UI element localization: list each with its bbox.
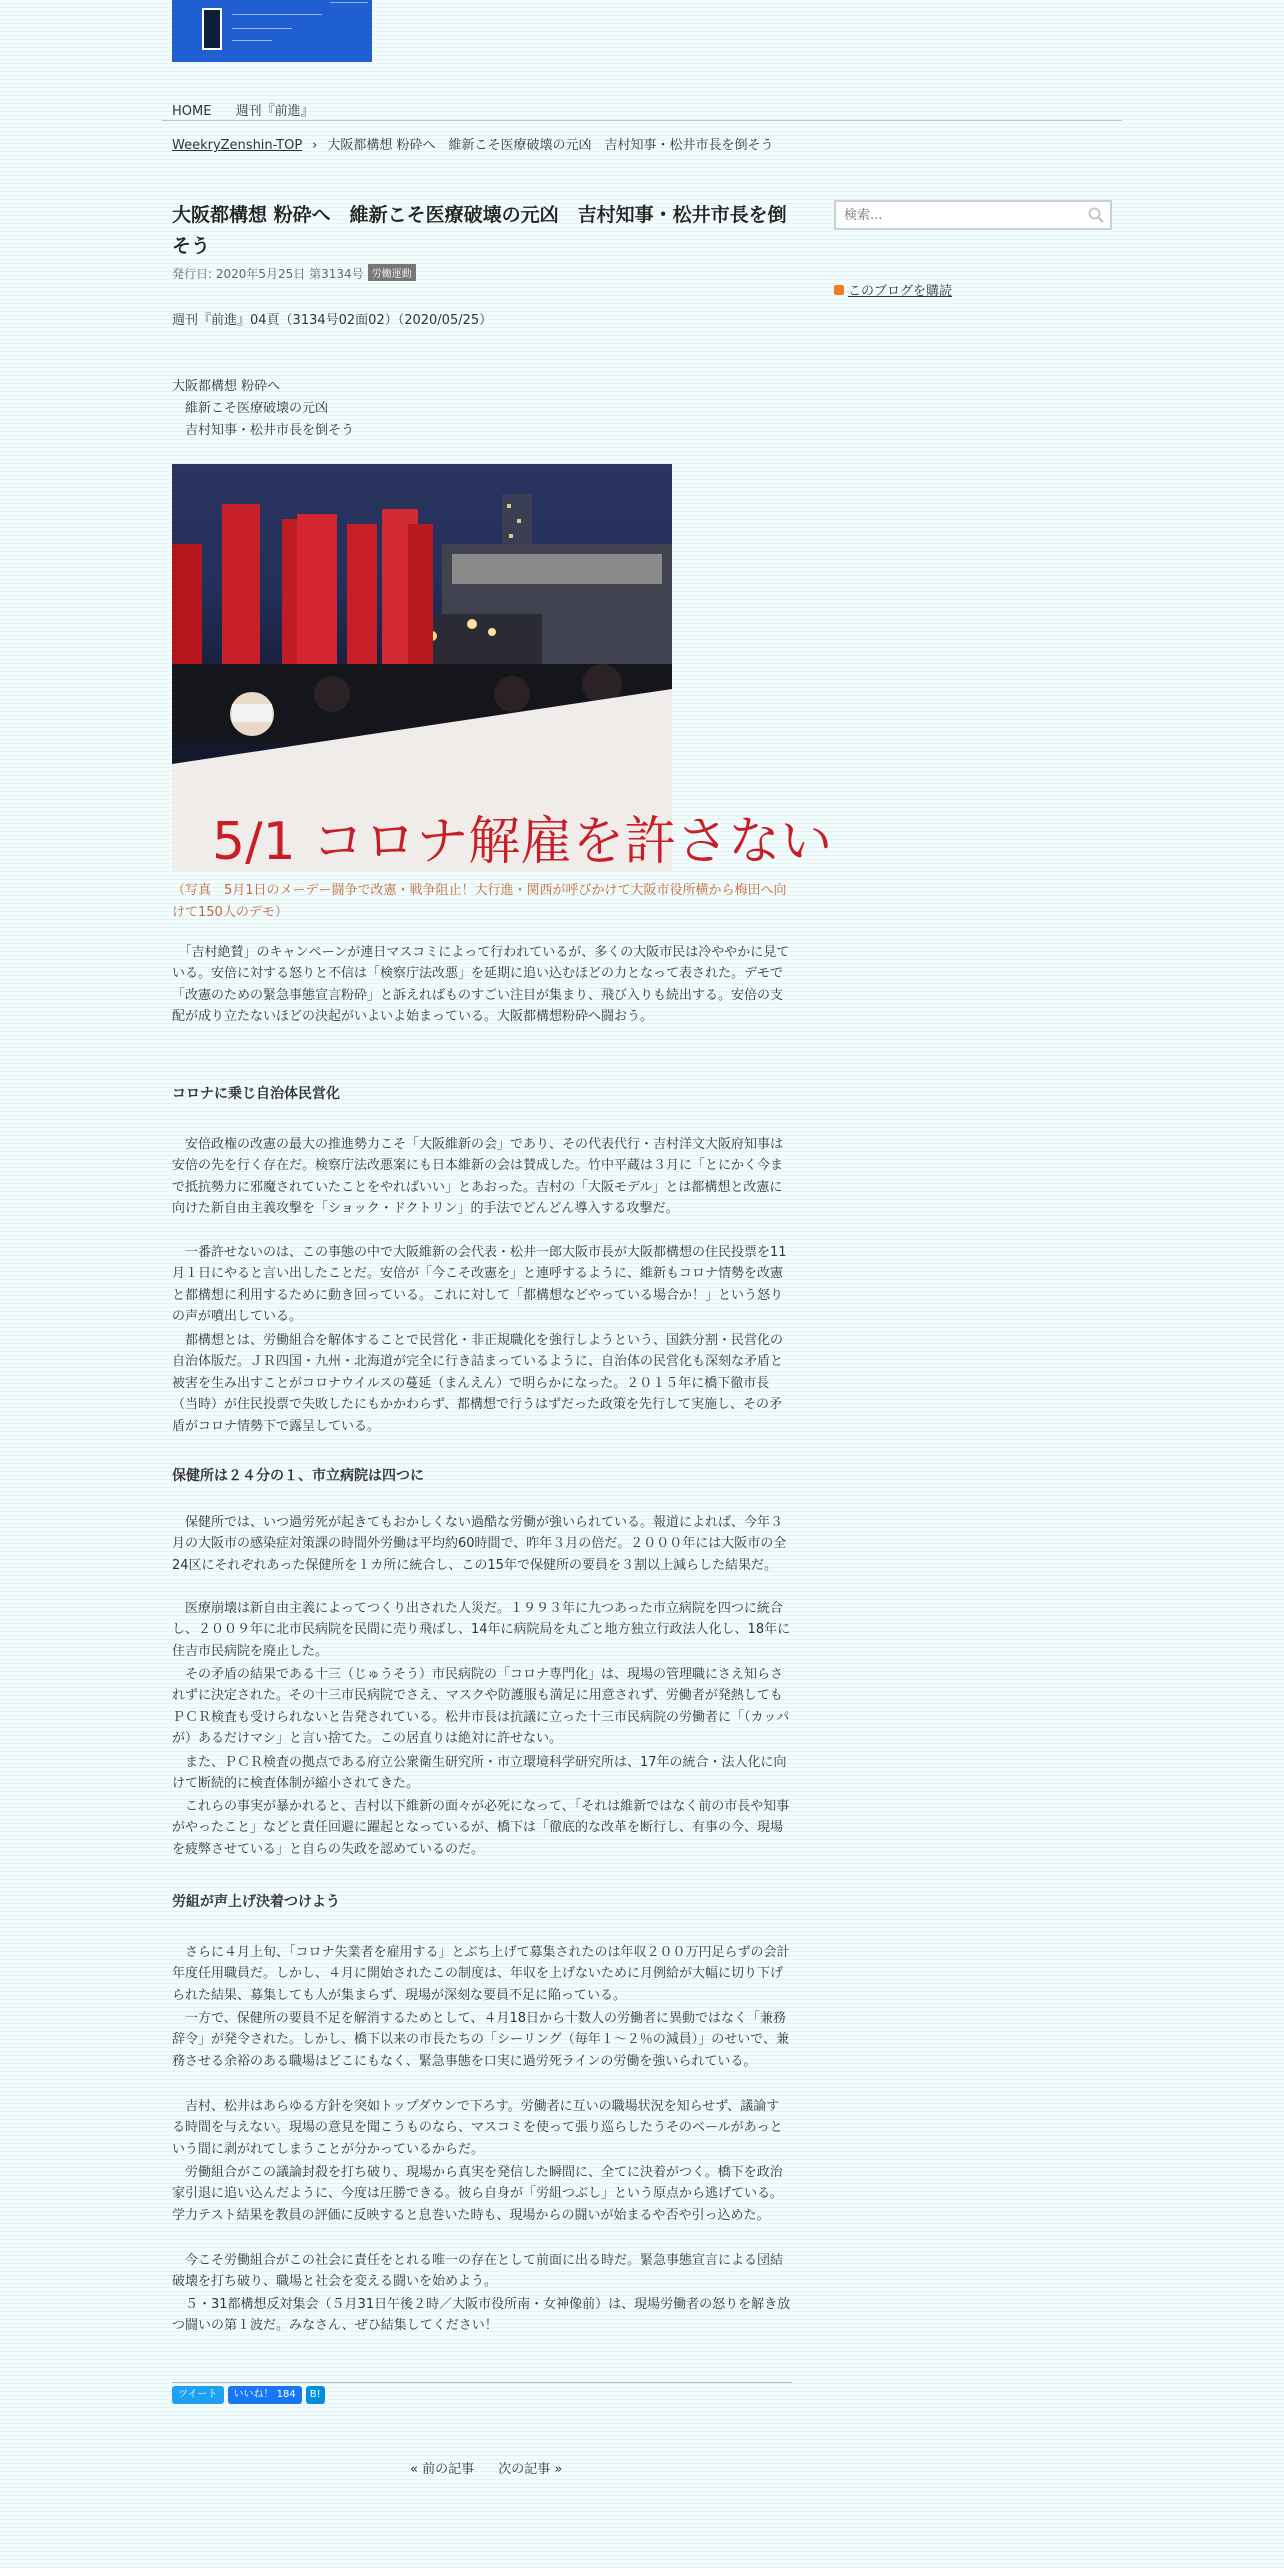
logo-text-line xyxy=(232,40,272,41)
main-nav xyxy=(172,100,334,119)
breadcrumb-root[interactable]: WeekryZenshin-TOP xyxy=(172,138,303,153)
paragraph: その矛盾の結果である十三（じゅうそう）市民病院の「コロナ専門化」は、現場の管理職にさえ知らされずに決定された。その十三市民病院でさえ、マスクや防護服も満足に用意されず、労働者が発熱してもＰＣＲ検査も受けられないと告発されている。松井市長は抗議に立った十三市民病院の労働者に「（カッパが）あるだけマシ」と言い捨てた。この居直りは絶対に許せない。 xyxy=(172,1667,790,1747)
paragraph: 「吉村絶賛」のキャンペーンが連日マスコミによって行われているが、多くの大阪市民は冷ややかに見ている。安倍に対する怒りと不信は「検察庁法改悪」を延期に追い込むほどの力となって表された。デモで「改憲のための緊急事態宣言粉砕」と訴えればものすごい注目が集まり、飛び入りも続出する。安倍の支配が成り立たないほどの決起がいよいよ始まっている。大阪都構想粉砕へ闘おう。 xyxy=(172,945,790,1025)
paragraph: 医療崩壊は新自由主義によってつくり出された人災だ。１９９３年に九つあった市立病院を四つに統合し、２００９年に北市民病院を民間に売り飛ばし、14年に病院局を丸ごと地方独立行政法人化し、18年に住吉市民病院を廃止した。 xyxy=(172,1601,791,1659)
section-heading: コロナに乗じ自治体民営化 xyxy=(172,1086,340,1102)
banner-text: 5/1 コロナ解雇を許さない xyxy=(212,812,833,872)
category-badge[interactable]: 労働運動 xyxy=(368,264,416,281)
paragraph: 労働組合がこの議論封殺を打ち破り、現場から真実を発信した瞬間に、全てに決着がつく。橋下を政治家引退に追い込んだように、今度は圧勝できる。彼ら自身が「労組つぶし」という原点から逃げている。学力テスト結果を教員の評価に反映すると息巻いた時も、現場からの闘いが始まるや否や引っ込めた。 xyxy=(172,2165,784,2223)
paragraph: ５・31都構想反対集会（５月31日午後２時／大阪市役所南・女神像前）は、現場労働者の怒りを解き放つ闘いの第１波だ。みなさん、ぜひ結集してください！ xyxy=(172,2297,791,2334)
section-heading: 労組が声上げ決着つけよう xyxy=(172,1894,340,1910)
breadcrumb xyxy=(172,134,774,153)
source-line: 週刊『前進』04頁（3134号02面02）（2020/05/25） xyxy=(172,313,493,328)
nav-item-home[interactable]: HOME xyxy=(172,104,212,119)
publish-info: 発行日: 2020年5月25日 第3134号 xyxy=(172,267,364,281)
paragraph: これらの事実が暴かれると、吉村以下維新の面々が必死になって、「それは維新ではなく前の市長や知事がやったこと」などと責任回避に躍起となっているが、橋下は「徹底的な改革を断行し、有事の今、現場を疲弊させている」と自らの失政を認めているのだ。 xyxy=(172,1799,790,1857)
article-photo xyxy=(172,464,833,872)
paragraph: 一番許せないのは、この事態の中で大阪維新の会代表・松井一郎大阪市長が大阪都構想の住民投票を11月１日にやると言い出したことだ。安倍が「今こそ改憲を」と連呼するように、維新もコロナ情勢を改憲と都構想に利用するために動き回っている。これに対して「都構想などやっている場合か！」という怒りの声が噴出している。 xyxy=(172,1245,787,1325)
breadcrumb-separator: › xyxy=(312,138,318,153)
post-pager xyxy=(400,2458,572,2477)
search-input[interactable] xyxy=(836,202,1072,228)
tweet-button[interactable]: ツイート xyxy=(172,2386,224,2404)
share-buttons xyxy=(172,2386,329,2406)
search-box xyxy=(834,200,1112,230)
breadcrumb-current: 大阪都構想 粉砕へ 維新こそ医療破壊の元凶 吉村知事・松井市長を倒そう xyxy=(327,138,774,153)
nav-divider xyxy=(162,120,1122,121)
article xyxy=(172,200,833,2400)
prev-post-link[interactable]: « 前の記事 xyxy=(410,2462,475,2477)
share-divider xyxy=(172,2382,792,2383)
like-button[interactable]: いいね！ 184 xyxy=(228,2386,302,2404)
lead-line: 吉村知事・松井市長を倒そう xyxy=(172,423,355,438)
paragraph: さらに４月上旬、「コロナ失業者を雇用する」とぶち上げて募集されたのは年収２００万円足らずの会計年度任用職員だ。しかし、４月に開始されたこの制度は、年収を上げないために月例給が大幅に切り下げられた結果、募集しても人が集まらず、現場が深刻な要員不足に陥っている。 xyxy=(172,1945,790,2003)
subscribe-link-row xyxy=(834,280,952,299)
paragraph: 保健所では、いつ過労死が起きてもおかしくない過酷な労働が強いられている。報道によれば、今年３月の大阪市の感染症対策課の時間外労働は平均約60時間で、昨年３月の倍だ。２０００年には大阪市の全24区にそれぞれあった保健所を１カ所に統合し、この15年で保健所の要員を３割以上減らした結果だ。 xyxy=(172,1515,787,1573)
logo-text-line xyxy=(232,28,292,29)
paragraph: また、ＰＣＲ検査の拠点である府立公衆衛生研究所・市立環境科学研究所は、17年の統合・法人化に向けて断続的に検査体制が縮小されてきた。 xyxy=(172,1755,787,1792)
site-logo[interactable] xyxy=(172,0,372,62)
logo-emblem xyxy=(202,8,222,50)
search-icon[interactable] xyxy=(1088,207,1104,223)
lead-line: 維新こそ医療破壊の元凶 xyxy=(172,401,329,416)
photo-caption: （写真 5月1日のメーデー闘争で改憲・戦争阻止！大行進・関西が呼びかけて大阪市役所横から梅田へ向けて150人のデモ） xyxy=(172,883,787,920)
next-post-link[interactable]: 次の記事 » xyxy=(498,2462,563,2477)
subscribe-link[interactable]: このブログを購読 xyxy=(848,284,953,299)
logo-text-line xyxy=(232,14,322,19)
section-heading: 保健所は２４分の１、市立病院は四つに xyxy=(172,1468,424,1484)
hatena-bookmark-button[interactable]: B! xyxy=(306,2386,325,2404)
paragraph: 安倍政権の改憲の最大の推進勢力こそ「大阪維新の会」であり、その代表代行・吉村洋文大阪府知事は安倍の先を行く存在だ。検察庁法改悪案にも日本維新の会は賛成した。竹中平蔵は３月に「とにかく今まで抵抗勢力に邪魔されていたことをやればいい」とあおった。吉村の「大阪モデル」とは都構想と改憲に向けた新自由主義攻撃を「ショック・ドクトリン」的手法でどんどん導入する攻撃だ。 xyxy=(172,1137,784,1217)
nav-item-weekly-zenshin[interactable]: 週刊『前進』 xyxy=(235,104,314,119)
paragraph: 都構想とは、労働組合を解体することで民営化・非正規職化を強行しようという、国鉄分割・民営化の自治体版だ。ＪＲ四国・九州・北海道が完全に行き詰まっているように、自治体の民営化も深刻な矛盾と被害を生み出すことがコロナウイルスの蔓延（まんえん）で明らかになった。２０１５年に橋下徹市長（当時）が住民投票で失敗したにもかかわらず、都構想で行うはずだった政策を先行して実施し、その矛盾がコロナ情勢下で露呈している。 xyxy=(172,1333,784,1434)
paragraph: 今こそ労働組合がこの社会に責任をとれる唯一の存在として前面に出る時だ。緊急事態宣言による団結破壊を打ち破り、職場と社会を変える闘いを始めよう。 xyxy=(172,2253,784,2290)
post-meta xyxy=(172,264,792,282)
paragraph: 一方で、保健所の要員不足を解消するためとして、４月18日から十数人の労働者に異動ではなく「兼務辞令」が発令された。しかし、橋下以来の市長たちの「シーリング（毎年１〜２％の減員）」のせいで、兼務させる余裕のある職場はどこにもなく、緊急事態を口実に過労死ラインの労働を強いられている。 xyxy=(172,2011,789,2069)
rss-icon xyxy=(834,285,844,295)
logo-text-line xyxy=(330,2,368,3)
page-title: 大阪都構想 粉砕へ 維新こそ医療破壊の元凶 吉村知事・松井市長を倒そう xyxy=(172,204,787,257)
paragraph: 吉村、松井はあらゆる方針を突如トップダウンで下ろす。労働者に互いの職場状況を知らせず、議論する時間を与えない。現場の意見を聞こうものなら、マスコミを使って張り巡らしたうそのベールがあっという間に剥がれてしまうことが分かっているからだ。 xyxy=(172,2099,783,2157)
lead-line: 大阪都構想 粉砕へ xyxy=(172,379,281,394)
